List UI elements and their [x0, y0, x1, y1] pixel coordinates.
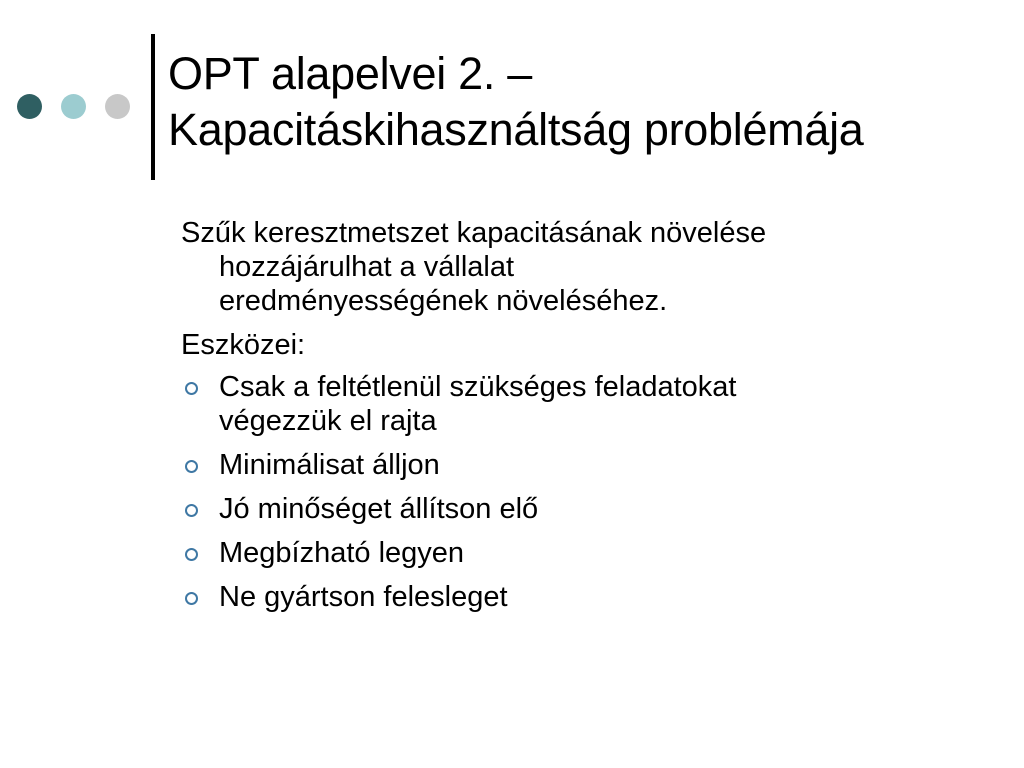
- list-item: [181, 536, 981, 570]
- slide-body: [181, 216, 981, 624]
- bullet-ring-icon: [185, 592, 198, 605]
- intro-paragraph: [181, 216, 981, 318]
- list-item: [181, 448, 981, 482]
- list-item-text: Jó minőséget állítson elő: [219, 493, 539, 525]
- gray-dot-icon: [105, 94, 130, 119]
- bullet-ring-icon: [185, 548, 198, 561]
- list-item: [181, 492, 981, 526]
- title-divider: [151, 34, 155, 180]
- intro-line-3: eredményességének növeléséhez.: [219, 285, 668, 317]
- bullet-ring-icon: [185, 382, 198, 395]
- list-item-line-1: Csak a feltétlenül szükséges feladatokat: [219, 371, 737, 403]
- list-item-text: Minimálisat álljon: [219, 449, 440, 481]
- bullet-ring-icon: [185, 504, 198, 517]
- intro-line-1: Szűk keresztmetszet kapacitásának növelése: [181, 217, 767, 249]
- bullet-list: [181, 370, 981, 614]
- list-item-text: Megbízható legyen: [219, 537, 465, 569]
- dark-dot-icon: [17, 94, 42, 119]
- slide-title-line-1: OPT alapelvei 2. –: [168, 48, 532, 99]
- decorative-dots: [17, 94, 137, 120]
- intro-line-2: hozzájárulhat a vállalat: [219, 251, 515, 283]
- slide-title-line-2: Kapacitáskihasználtság problémája: [168, 104, 864, 155]
- list-item-line-2: végezzük el rajta: [219, 405, 437, 437]
- list-item-text: Ne gyártson felesleget: [219, 581, 508, 613]
- slide-title: [168, 46, 1018, 158]
- list-item: [181, 370, 981, 438]
- bullet-ring-icon: [185, 460, 198, 473]
- teal-dot-icon: [61, 94, 86, 119]
- list-item: [181, 580, 981, 614]
- tools-label: Eszközei:: [181, 329, 306, 361]
